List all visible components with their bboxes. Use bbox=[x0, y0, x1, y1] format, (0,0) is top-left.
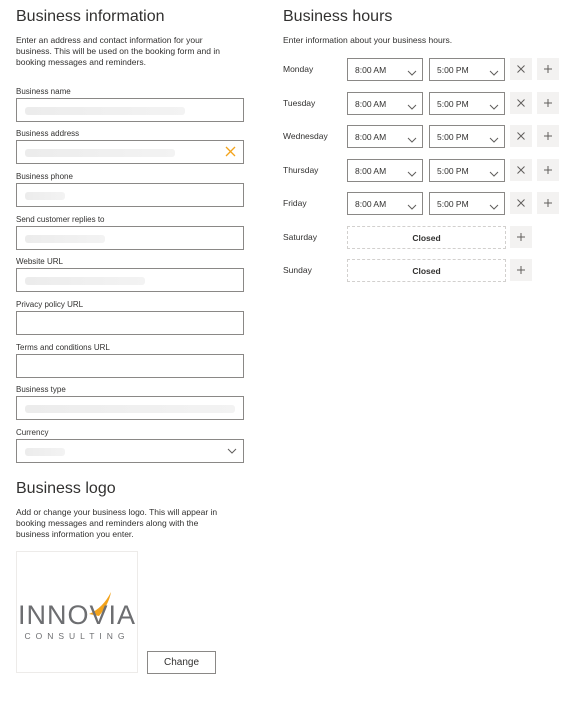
time-value: 5:00 PM bbox=[437, 199, 469, 209]
monday-remove-hours-button[interactable] bbox=[510, 58, 532, 80]
thursday-open-time-select[interactable] bbox=[347, 159, 423, 182]
change-logo-button[interactable]: Change bbox=[147, 651, 216, 674]
day-label-thursday: Thursday bbox=[283, 165, 319, 175]
description-line: business information you enter. bbox=[16, 529, 134, 539]
business-info-description bbox=[16, 35, 256, 68]
chevron-down-icon bbox=[489, 65, 499, 75]
time-value: 8:00 AM bbox=[355, 65, 387, 75]
thursday-close-time-select[interactable] bbox=[429, 159, 505, 182]
business-phone-label: Business phone bbox=[16, 172, 73, 181]
wednesday-close-time-select[interactable] bbox=[429, 125, 505, 148]
thursday-remove-hours-button[interactable] bbox=[510, 159, 532, 181]
redacted-value bbox=[25, 277, 145, 285]
closed-label: Closed bbox=[412, 233, 441, 243]
terms-conditions-label: Terms and conditions URL bbox=[16, 343, 110, 352]
time-value: 8:00 AM bbox=[355, 199, 387, 209]
logo-wordmark: INNOVIA bbox=[17, 600, 137, 630]
tuesday-open-time-select[interactable] bbox=[347, 92, 423, 115]
description-line: business. This will be used on the booking form and in bbox=[16, 46, 220, 56]
website-url-input[interactable] bbox=[16, 268, 244, 292]
time-value: 5:00 PM bbox=[437, 132, 469, 142]
business-hours-title: Business hours bbox=[283, 8, 393, 25]
monday-open-time-select[interactable] bbox=[347, 58, 423, 81]
redacted-value bbox=[25, 192, 65, 200]
business-logo-title: Business logo bbox=[16, 480, 116, 497]
privacy-policy-input[interactable] bbox=[16, 311, 244, 335]
monday-add-hours-button[interactable] bbox=[537, 58, 559, 80]
day-label-friday: Friday bbox=[283, 198, 307, 208]
clear-icon[interactable] bbox=[224, 145, 237, 163]
chevron-down-icon bbox=[489, 132, 499, 142]
wednesday-open-time-select[interactable] bbox=[347, 125, 423, 148]
friday-open-time-select[interactable] bbox=[347, 192, 423, 215]
wednesday-remove-hours-button[interactable] bbox=[510, 125, 532, 147]
currency-label: Currency bbox=[16, 428, 49, 437]
business-logo-description bbox=[16, 507, 256, 540]
time-value: 8:00 AM bbox=[355, 132, 387, 142]
time-value: 5:00 PM bbox=[437, 65, 469, 75]
description-line: Add or change your business logo. This will appear in bbox=[16, 507, 218, 517]
business-type-input[interactable] bbox=[16, 396, 244, 420]
wednesday-add-hours-button[interactable] bbox=[537, 125, 559, 147]
description-line: booking messages and reminders along with the bbox=[16, 518, 199, 528]
day-label-saturday: Saturday bbox=[283, 232, 318, 242]
chevron-down-icon bbox=[227, 446, 237, 456]
chevron-down-icon bbox=[407, 132, 417, 142]
business-name-input[interactable] bbox=[16, 98, 244, 122]
saturday-closed-indicator bbox=[347, 226, 506, 249]
currency-select[interactable] bbox=[16, 439, 244, 463]
customer-replies-input[interactable] bbox=[16, 226, 244, 250]
day-label-monday: Monday bbox=[283, 64, 314, 74]
redacted-value bbox=[25, 448, 65, 456]
privacy-policy-label: Privacy policy URL bbox=[16, 300, 84, 309]
business-type-label: Business type bbox=[16, 385, 66, 394]
friday-remove-hours-button[interactable] bbox=[510, 192, 532, 214]
monday-close-time-select[interactable] bbox=[429, 58, 505, 81]
redacted-value bbox=[25, 107, 185, 115]
saturday-add-hours-button[interactable] bbox=[510, 226, 532, 248]
business-info-title: Business information bbox=[16, 8, 165, 25]
friday-add-hours-button[interactable] bbox=[537, 192, 559, 214]
friday-close-time-select[interactable] bbox=[429, 192, 505, 215]
chevron-down-icon bbox=[407, 166, 417, 176]
business-address-input[interactable] bbox=[16, 140, 244, 164]
customer-replies-label: Send customer replies to bbox=[16, 215, 105, 224]
description-line: Enter an address and contact information for your bbox=[16, 35, 203, 45]
sunday-closed-indicator bbox=[347, 259, 506, 282]
day-label-sunday: Sunday bbox=[283, 265, 312, 275]
chevron-down-icon bbox=[489, 166, 499, 176]
business-phone-input[interactable] bbox=[16, 183, 244, 207]
time-value: 8:00 AM bbox=[355, 166, 387, 176]
business-name-label: Business name bbox=[16, 87, 71, 96]
chevron-down-icon bbox=[489, 99, 499, 109]
description-line: booking messages and reminders. bbox=[16, 57, 146, 67]
business-logo-image bbox=[16, 551, 138, 673]
tuesday-remove-hours-button[interactable] bbox=[510, 92, 532, 114]
day-label-tuesday: Tuesday bbox=[283, 98, 316, 108]
closed-label: Closed bbox=[412, 266, 441, 276]
chevron-down-icon bbox=[407, 199, 417, 209]
time-value: 8:00 AM bbox=[355, 99, 387, 109]
day-label-wednesday: Wednesday bbox=[283, 131, 328, 141]
chevron-down-icon bbox=[407, 65, 417, 75]
time-value: 5:00 PM bbox=[437, 166, 469, 176]
time-value: 5:00 PM bbox=[437, 99, 469, 109]
tuesday-close-time-select[interactable] bbox=[429, 92, 505, 115]
thursday-add-hours-button[interactable] bbox=[537, 159, 559, 181]
business-address-label: Business address bbox=[16, 129, 80, 138]
sunday-add-hours-button[interactable] bbox=[510, 259, 532, 281]
redacted-value bbox=[25, 149, 175, 157]
redacted-value bbox=[25, 235, 105, 243]
logo-tagline: CONSULTING bbox=[24, 631, 130, 641]
terms-conditions-input[interactable] bbox=[16, 354, 244, 378]
redacted-value bbox=[25, 405, 235, 413]
chevron-down-icon bbox=[489, 199, 499, 209]
website-url-label: Website URL bbox=[16, 257, 63, 266]
business-hours-description: Enter information about your business hours. bbox=[283, 35, 453, 45]
tuesday-add-hours-button[interactable] bbox=[537, 92, 559, 114]
chevron-down-icon bbox=[407, 99, 417, 109]
